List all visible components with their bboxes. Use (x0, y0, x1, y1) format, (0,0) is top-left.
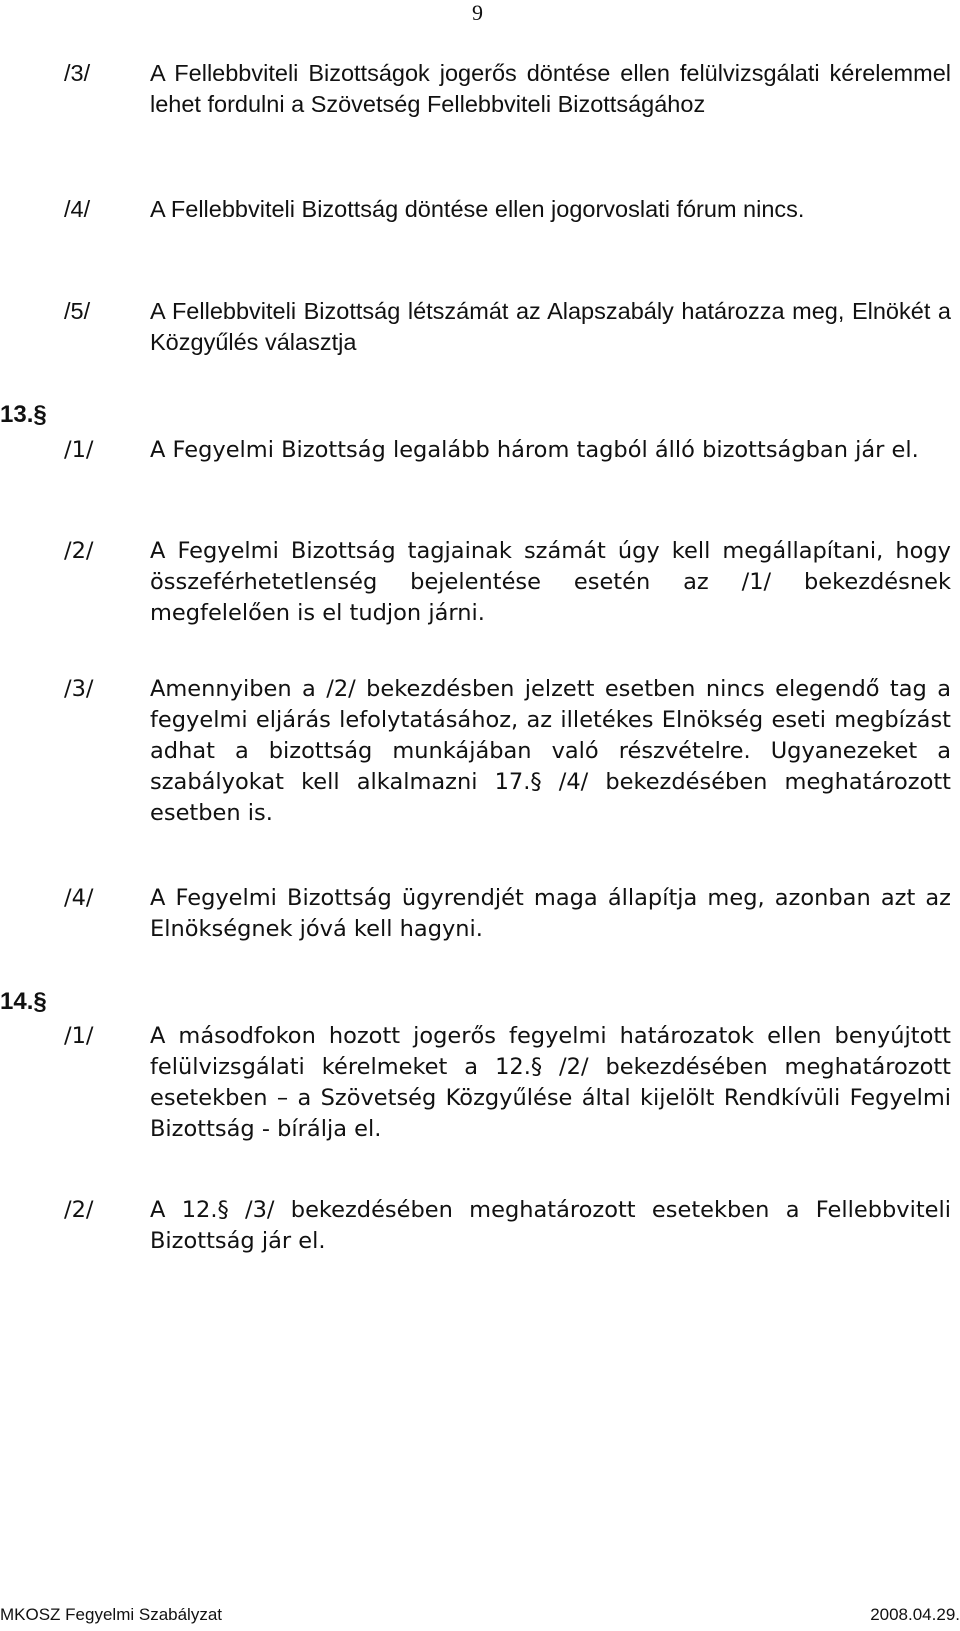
section-14-paragraph-1 (64, 1021, 960, 1145)
paragraph-text: A Fegyelmi Bizottság ügyrendjét maga állapítja meg, azonban azt az Elnökségnek jóvá kell hagyni. (150, 885, 951, 942)
paragraph-text: A Fegyelmi Bizottság legalább három tagból álló bizottságban jár el. (150, 437, 919, 463)
paragraph-text: Amennyiben a /2/ bekezdésben jelzett esetben nincs elegendő tag a fegyelmi eljárás lefolytatásához, az illetékes Elnökség eseti megbízást adhat a bizottság munkájában való részvételre. Ugyanezeket a szabályokat kell alkalmazni 17.§ /4/ bekezdésében meghatározott esetben is. (150, 676, 951, 826)
paragraph-number: /5/ (64, 298, 91, 324)
paragraph-number: /2/ (64, 1197, 94, 1223)
section-13-paragraph-4 (64, 883, 960, 945)
paragraph-number: /1/ (64, 1023, 94, 1049)
paragraph-5 (64, 296, 960, 358)
section-13-paragraph-3 (64, 674, 960, 829)
paragraph-number: /1/ (64, 437, 94, 463)
paragraph-4 (64, 194, 960, 225)
section-14-paragraph-2 (64, 1195, 960, 1257)
paragraph-text: A Fellebbviteli Bizottság létszámát az Alapszabály határozza meg, Elnökét a Közgyűlés választja (150, 298, 951, 355)
paragraph-number: /3/ (64, 676, 94, 702)
paragraph-3 (64, 58, 960, 120)
paragraph-number: /4/ (64, 196, 91, 222)
paragraph-number: /3/ (64, 60, 91, 86)
paragraph-number: /4/ (64, 885, 94, 911)
paragraph-number: /2/ (64, 538, 94, 564)
page-number: 9 (472, 0, 483, 25)
paragraph-text: A Fellebbviteli Bizottságok jogerős döntése ellen felülvizsgálati kérelemmel lehet fordulni a Szövetség Fellebbviteli Bizottságához (150, 60, 951, 117)
paragraph-text: A Fellebbviteli Bizottság döntése ellen jogorvoslati fórum nincs. (150, 196, 805, 222)
footer-date: 2008.04.29. (870, 1605, 960, 1624)
section-13-paragraph-2 (64, 536, 960, 629)
section-heading-14: 14.§ (0, 988, 47, 1015)
paragraph-text: A Fegyelmi Bizottság tagjainak számát úgy kell megállapítani, hogy összeférhetetlenség bejelentése esetén az /1/ bekezdésnek megfelelően is el tudjon járni. (150, 538, 951, 626)
section-heading-13: 13.§ (0, 401, 47, 428)
footer-document-title: MKOSZ Fegyelmi Szabályzat (0, 1605, 223, 1624)
paragraph-text: A 12.§ /3/ bekezdésében meghatározott esetekben a Fellebbviteli Bizottság jár el. (150, 1197, 951, 1254)
section-13-paragraph-1 (64, 435, 960, 466)
paragraph-text: A másodfokon hozott jogerős fegyelmi határozatok ellen benyújtott felülvizsgálati kérelmeket a 12.§ /2/ bekezdésében meghatározott esetekben – a Szövetség Közgyűlése által kijelölt Rendkívüli Fegyelmi Bizottság - bírálja el. (150, 1023, 951, 1142)
